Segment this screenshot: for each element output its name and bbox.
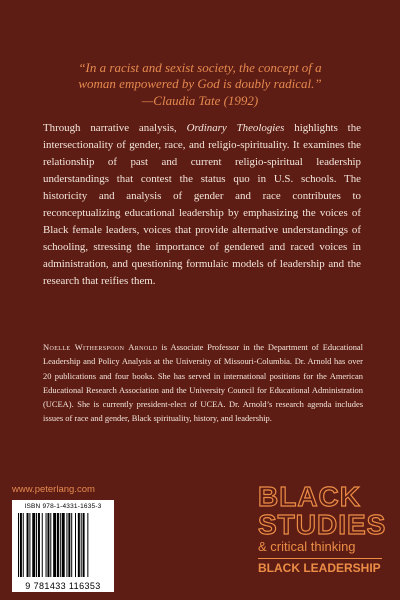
author-name: Noelle Witherspoon Arnold (43, 342, 158, 352)
barcode-bar (38, 513, 40, 577)
series-title-studies: STUDIES (258, 509, 387, 540)
epigraph-attribution: —Claudia Tate (1992) (141, 93, 259, 108)
book-title: Ordinary Theologies (186, 122, 285, 134)
barcode-bar (62, 513, 65, 577)
barcode-bar (66, 513, 67, 577)
barcode-bar (50, 513, 51, 577)
barcode-bar (36, 513, 37, 577)
barcode-bar (75, 513, 76, 577)
barcode-bar (57, 513, 59, 577)
barcode-bar (81, 513, 82, 577)
description-intro: Through narrative analysis, (43, 122, 187, 134)
barcode-bar (78, 513, 80, 577)
ean-number: 9 781433 116353 (25, 581, 101, 591)
barcode-bar (29, 513, 30, 577)
author-bio-text: is Associate Professor in the Department of Educational Leadership and Policy Analysis at the University of Missouri-Columbia. Dr. Arnold has over 20 publications and four books. She has served in international positions for the American Educational Research Association and the University Council for Educational Administration (UCEA). She is currently president-elect of UCEA. Dr. Arnold’s research agenda includes issues of race and gender, Black spirituality, history, and leadership. (43, 342, 363, 424)
barcode-bar (20, 513, 22, 577)
barcode-bar (53, 513, 56, 577)
series-subtitle: & critical thinking (258, 539, 356, 554)
series-name: BLACK LEADERSHIP (258, 558, 382, 575)
barcode-bar (87, 513, 88, 577)
barcode-bar (83, 513, 85, 577)
barcode-bar (68, 513, 70, 577)
barcode-bar (27, 513, 29, 577)
barcode-bar (32, 513, 35, 577)
barcode-bar (46, 513, 47, 577)
isbn-number: ISBN 978-1-4331-1635-3 (24, 503, 102, 510)
author-bio (43, 340, 363, 426)
isbn-barcode (12, 500, 114, 592)
barcode-bar (47, 513, 49, 577)
description-text: highlights the intersectionality of gender, race, and religio-spirituality. It examines the relationship of past and current religio-spiritual leadership understandings that contest the status quo in U.S. schools. The historicity and analysis of gender and race contributes to reconceptualizing educational leadership by emphasizing the voices of Black female leaders, voices that provide alternative understandings of schooling, stressing the importance of gendered and raced voices in administration, and questioning formulaic models of leadership and the research that reifies them. (43, 122, 361, 287)
barcode-bar (60, 513, 61, 577)
barcode-bar (23, 513, 24, 577)
barcode-bar (42, 513, 43, 577)
publisher-website: www.peterlang.com (12, 484, 95, 495)
series-title-black: BLACK (258, 481, 361, 512)
barcode-bars (18, 513, 108, 577)
barcode-bar (71, 513, 72, 577)
book-description (43, 120, 361, 290)
series-logo (258, 481, 387, 575)
epigraph (30, 60, 370, 109)
epigraph-line: woman empowered by God is doubly radical.” (78, 76, 322, 91)
epigraph-line: “In a racist and sexist society, the concept of a (78, 60, 322, 75)
barcode-bar (18, 513, 19, 577)
